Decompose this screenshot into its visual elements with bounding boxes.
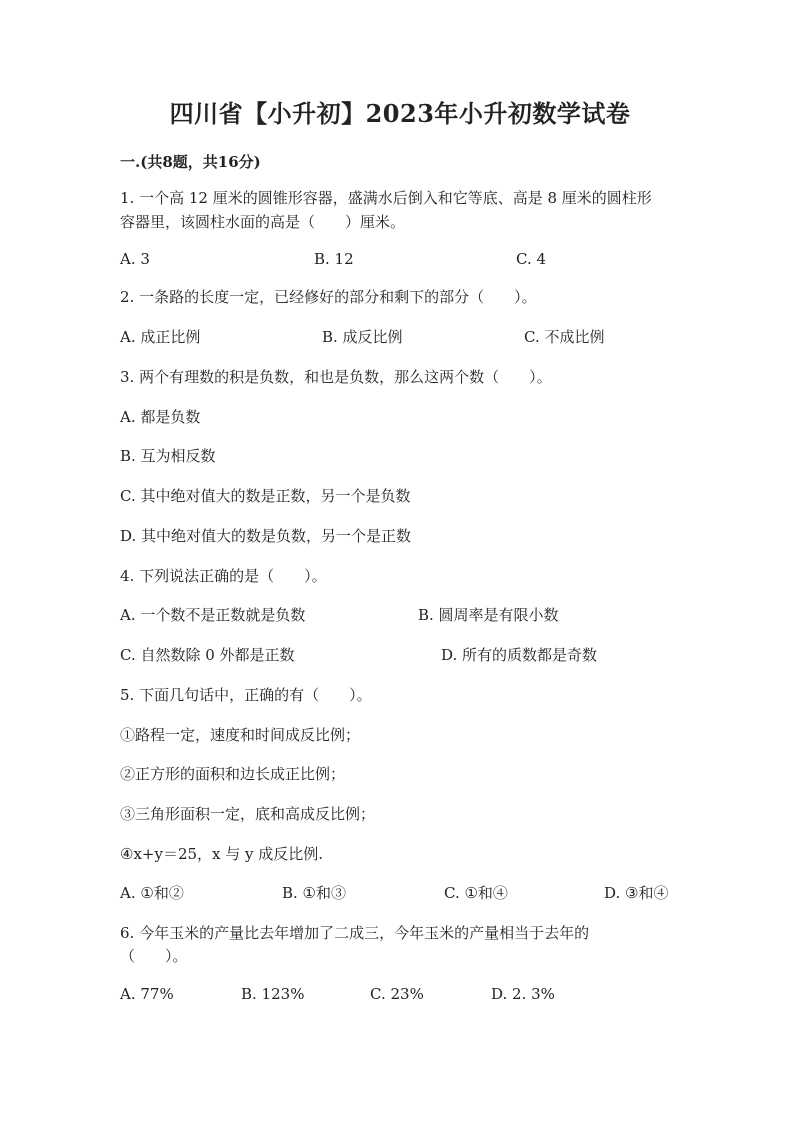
question-1-text-line-2: 容器里，该圆柱水面的高是（ ）厘米。 bbox=[120, 213, 406, 231]
question-2-option-b: B. 成反比例 bbox=[322, 328, 403, 346]
question-5-option-d: D. ③和④ bbox=[604, 884, 669, 902]
question-3-option-c: C. 其中绝对值大的数是正数，另一个是负数 bbox=[120, 487, 411, 505]
question-1-option-b: B. 12 bbox=[314, 250, 354, 268]
question-6-text-line-2: （ ）。 bbox=[120, 947, 188, 965]
question-3-option-d: D. 其中绝对值大的数是负数，另一个是正数 bbox=[120, 527, 412, 545]
question-5-statement-2: ②正方形的面积和边长成正比例； bbox=[120, 765, 346, 783]
question-6-option-a: A. 77% bbox=[120, 985, 174, 1003]
page-title: 四川省【小升初】2023年小升初数学试卷 bbox=[169, 99, 631, 128]
question-5-statement-4: ④x+y＝25，x 与 y 成反比例. bbox=[120, 845, 324, 863]
question-5-option-a: A. ①和② bbox=[120, 884, 184, 902]
question-5-statement-3: ③三角形面积一定，底和高成反比例； bbox=[120, 805, 376, 823]
question-1-option-a: A. 3 bbox=[120, 250, 150, 268]
question-2-option-c: C. 不成比例 bbox=[524, 328, 605, 346]
question-6-option-b: B. 123% bbox=[241, 985, 305, 1003]
question-3-option-b: B. 互为相反数 bbox=[120, 447, 216, 465]
section-heading: 一.(共8题，共16分) bbox=[120, 153, 261, 171]
question-5-text: 5. 下面几句话中，正确的有（ ）。 bbox=[120, 686, 372, 704]
question-5-statement-1: ①路程一定，速度和时间成反比例； bbox=[120, 726, 361, 744]
question-6-text-line-1: 6. 今年玉米的产量比去年增加了二成三，今年玉米的产量相当于去年的 bbox=[120, 924, 590, 942]
question-3-text: 3. 两个有理数的积是负数，和也是负数，那么这两个数（ ）。 bbox=[120, 368, 552, 386]
question-5-option-c: C. ①和④ bbox=[444, 884, 508, 902]
question-3-option-a: A. 都是负数 bbox=[120, 408, 201, 426]
question-5-option-b: B. ①和③ bbox=[282, 884, 347, 902]
question-4-option-b: B. 圆周率是有限小数 bbox=[418, 606, 559, 624]
question-6-option-d: D. 2. 3% bbox=[491, 985, 555, 1003]
question-4-option-c: C. 自然数除 0 外都是正数 bbox=[120, 646, 295, 664]
question-1-option-c: C. 4 bbox=[516, 250, 547, 268]
question-1-text-line-1: 1. 一个高 12 厘米的圆锥形容器，盛满水后倒入和它等底、高是 8 厘米的圆柱形 bbox=[120, 189, 652, 207]
question-4-option-d: D. 所有的质数都是奇数 bbox=[441, 646, 598, 664]
question-2-text: 2. 一条路的长度一定，已经修好的部分和剩下的部分（ ）。 bbox=[120, 288, 537, 306]
question-6-option-c: C. 23% bbox=[370, 985, 424, 1003]
question-4-option-a: A. 一个数不是正数就是负数 bbox=[120, 606, 306, 624]
question-4-text: 4. 下列说法正确的是（ ）。 bbox=[120, 567, 327, 585]
question-2-option-a: A. 成正比例 bbox=[120, 328, 201, 346]
